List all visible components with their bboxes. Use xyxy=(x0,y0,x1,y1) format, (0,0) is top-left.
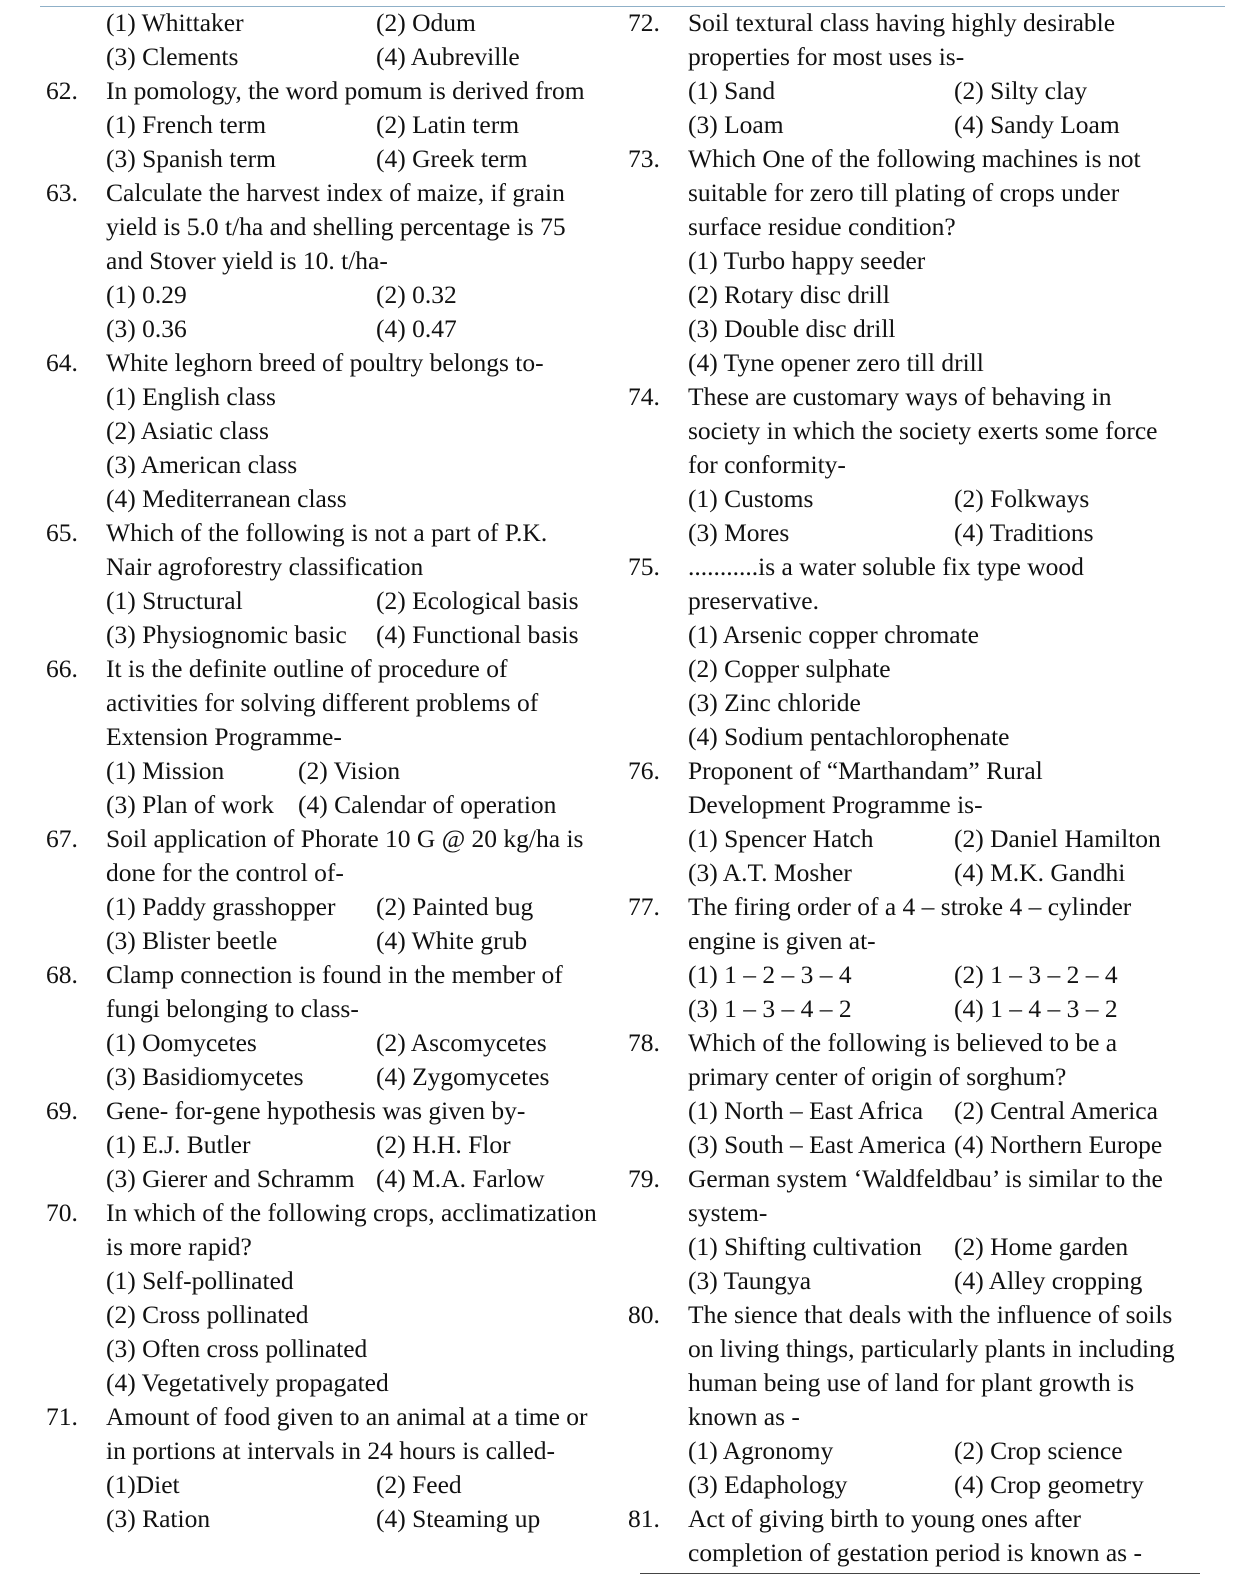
question-line xyxy=(46,1196,606,1230)
text-continuation: suitable for zero till plating of crops under xyxy=(688,178,1120,207)
option-row xyxy=(628,992,1188,1026)
question-text: These are customary ways of behaving in xyxy=(688,382,1112,411)
text-continuation: (4) Tyne opener zero till drill xyxy=(688,348,984,377)
text-line xyxy=(46,1332,606,1366)
option-a: (1) Sand xyxy=(688,76,776,105)
question-text: The firing order of a 4 – stroke 4 – cylinder xyxy=(688,892,1132,921)
question-line xyxy=(46,74,606,108)
option-b: (2) Folkways xyxy=(954,484,1090,513)
option-b: (4) M.A. Farlow xyxy=(376,1164,545,1193)
text-continuation: surface residue condition? xyxy=(688,212,956,241)
text-continuation: (2) Rotary disc drill xyxy=(688,280,890,309)
option-b: (4) Zygomycetes xyxy=(376,1062,550,1091)
text-continuation: (3) Often cross pollinated xyxy=(106,1334,368,1363)
option-b: (2) Ascomycetes xyxy=(376,1028,547,1057)
text-line xyxy=(628,414,1188,448)
option-b: (2) Central America xyxy=(954,1096,1158,1125)
question-number: 73. xyxy=(628,144,660,173)
question-number: 63. xyxy=(46,178,78,207)
text-continuation: and Stover yield is 10. t/ha- xyxy=(106,246,388,275)
option-row xyxy=(628,1264,1188,1298)
option-row xyxy=(46,754,606,788)
option-b: (2) Daniel Hamilton xyxy=(954,824,1161,853)
option-b: (2) Painted bug xyxy=(376,892,534,921)
question-line xyxy=(628,1502,1188,1536)
option-a: (3) Basidiomycetes xyxy=(106,1062,304,1091)
option-b: (2) Ecological basis xyxy=(376,586,579,615)
question-line xyxy=(628,550,1188,584)
text-line xyxy=(46,244,606,278)
option-row xyxy=(46,618,606,652)
option-b: (4) Greek term xyxy=(376,144,528,173)
text-line xyxy=(628,652,1188,686)
option-b: (2) Silty clay xyxy=(954,76,1088,105)
option-row xyxy=(46,924,606,958)
question-number: 74. xyxy=(628,382,660,411)
option-b: (2) Latin term xyxy=(376,110,520,139)
question-text: White leghorn breed of poultry belongs to- xyxy=(106,348,544,377)
text-line xyxy=(628,176,1188,210)
option-a: (1) Whittaker xyxy=(106,8,244,37)
left-column xyxy=(46,6,606,1536)
question-text: Gene- for-gene hypothesis was given by- xyxy=(106,1096,526,1125)
option-a: (1) 1 – 2 – 3 – 4 xyxy=(688,960,852,989)
question-number: 65. xyxy=(46,518,78,547)
question-text: German system ‘Waldfeldbau’ is similar to the xyxy=(688,1164,1163,1193)
text-line xyxy=(46,210,606,244)
text-line xyxy=(628,686,1188,720)
option-row xyxy=(46,1502,606,1536)
text-line xyxy=(628,244,1188,278)
option-row xyxy=(46,1128,606,1162)
text-line xyxy=(628,584,1188,618)
question-line xyxy=(628,1298,1188,1332)
text-continuation: (2) Asiatic class xyxy=(106,416,269,445)
text-line xyxy=(46,380,606,414)
question-text: Which One of the following machines is not xyxy=(688,144,1141,173)
option-row xyxy=(628,74,1188,108)
question-line xyxy=(46,176,606,210)
text-continuation: completion of gestation period is known as - xyxy=(688,1538,1142,1567)
question-line xyxy=(628,142,1188,176)
text-line xyxy=(628,1196,1188,1230)
option-a: (3) Physiognomic basic xyxy=(106,620,347,649)
text-continuation: (3) Zinc chloride xyxy=(688,688,861,717)
question-line xyxy=(628,754,1188,788)
text-continuation: (1) Self-pollinated xyxy=(106,1266,294,1295)
text-continuation: (2) Cross pollinated xyxy=(106,1300,309,1329)
question-number: 66. xyxy=(46,654,78,683)
option-b: (4) Sandy Loam xyxy=(954,110,1120,139)
question-text: Amount of food given to an animal at a time or xyxy=(106,1402,588,1431)
option-b: (4) 1 – 4 – 3 – 2 xyxy=(954,994,1118,1023)
option-a: (3) Loam xyxy=(688,110,784,139)
option-row xyxy=(46,142,606,176)
option-b: (2) Vision xyxy=(298,756,401,785)
option-row xyxy=(46,40,606,74)
text-continuation: system- xyxy=(688,1198,768,1227)
option-a: (1) Customs xyxy=(688,484,814,513)
option-row xyxy=(628,1094,1188,1128)
option-a: (1) E.J. Butler xyxy=(106,1130,251,1159)
option-row xyxy=(628,1230,1188,1264)
question-number: 81. xyxy=(628,1504,660,1533)
question-number: 72. xyxy=(628,8,660,37)
question-text: Which of the following is not a part of P.K. xyxy=(106,518,548,547)
option-a: (1) French term xyxy=(106,110,267,139)
text-continuation: yield is 5.0 t/ha and shelling percentage is 75 xyxy=(106,212,566,241)
option-row xyxy=(46,788,606,822)
text-line xyxy=(628,1366,1188,1400)
option-a: (3) South – East America xyxy=(688,1130,946,1159)
text-continuation: (1) Turbo happy seeder xyxy=(688,246,926,275)
text-continuation: on living things, particularly plants in including xyxy=(688,1334,1175,1363)
option-row xyxy=(46,584,606,618)
text-line xyxy=(46,1434,606,1468)
option-a: (1) Mission xyxy=(106,756,225,785)
text-continuation: preservative. xyxy=(688,586,819,615)
text-continuation: fungi belonging to class- xyxy=(106,994,359,1023)
option-a: (3) Gierer and Schramm xyxy=(106,1164,355,1193)
question-text: In pomology, the word pomum is derived from xyxy=(106,76,585,105)
option-a: (3) Clements xyxy=(106,42,239,71)
option-a: (3) 0.36 xyxy=(106,314,187,343)
question-text: Clamp connection is found in the member of xyxy=(106,960,563,989)
question-text: Soil textural class having highly desirable xyxy=(688,8,1116,37)
option-b: (2) 1 – 3 – 2 – 4 xyxy=(954,960,1118,989)
right-column xyxy=(628,6,1188,1570)
option-a: (3) Edaphology xyxy=(688,1470,848,1499)
option-row xyxy=(628,108,1188,142)
option-b: (4) Alley cropping xyxy=(954,1266,1143,1295)
question-line xyxy=(46,346,606,380)
option-b: (4) White grub xyxy=(376,926,528,955)
option-b: (2) 0.32 xyxy=(376,280,457,309)
option-row xyxy=(628,482,1188,516)
option-row xyxy=(46,1026,606,1060)
question-number: 69. xyxy=(46,1096,78,1125)
text-continuation: for conformity- xyxy=(688,450,846,479)
option-b: (4) Calendar of operation xyxy=(298,790,557,819)
text-continuation: (1) English class xyxy=(106,382,276,411)
text-continuation: society in which the society exerts some force xyxy=(688,416,1158,445)
text-line xyxy=(46,1366,606,1400)
question-line xyxy=(46,1400,606,1434)
text-line xyxy=(628,1536,1188,1570)
option-a: (1) Structural xyxy=(106,586,243,615)
question-line xyxy=(46,516,606,550)
question-text: Calculate the harvest index of maize, if grain xyxy=(106,178,565,207)
text-continuation: (4) Vegetatively propagated xyxy=(106,1368,389,1397)
option-b: (4) M.K. Gandhi xyxy=(954,858,1126,887)
question-line xyxy=(628,1162,1188,1196)
option-a: (1) Shifting cultivation xyxy=(688,1232,922,1261)
text-line xyxy=(628,40,1188,74)
text-continuation: is more rapid? xyxy=(106,1232,252,1261)
option-a: (3) Ration xyxy=(106,1504,211,1533)
text-line xyxy=(628,312,1188,346)
option-b: (2) Home garden xyxy=(954,1232,1129,1261)
option-b: (4) Crop geometry xyxy=(954,1470,1144,1499)
text-line xyxy=(628,1400,1188,1434)
text-continuation: (1) Arsenic copper chromate xyxy=(688,620,979,649)
option-row xyxy=(46,1162,606,1196)
text-line xyxy=(628,618,1188,652)
text-continuation: (3) Double disc drill xyxy=(688,314,896,343)
question-text: ...........is a water soluble fix type wood xyxy=(688,552,1084,581)
question-line xyxy=(46,958,606,992)
text-continuation: primary center of origin of sorghum? xyxy=(688,1062,1067,1091)
question-number: 76. xyxy=(628,756,660,785)
question-text: Soil application of Phorate 10 G @ 20 kg/ha is xyxy=(106,824,584,853)
bottom-rule xyxy=(640,1573,1200,1574)
option-b: (4) Traditions xyxy=(954,518,1094,547)
text-continuation: (4) Mediterranean class xyxy=(106,484,347,513)
text-line xyxy=(46,720,606,754)
option-a: (3) 1 – 3 – 4 – 2 xyxy=(688,994,852,1023)
option-a: (3) A.T. Mosher xyxy=(688,858,852,887)
text-line xyxy=(628,210,1188,244)
option-b: (4) 0.47 xyxy=(376,314,457,343)
question-number: 80. xyxy=(628,1300,660,1329)
question-line xyxy=(628,6,1188,40)
text-line xyxy=(628,448,1188,482)
text-line xyxy=(46,992,606,1026)
option-row xyxy=(46,312,606,346)
option-row xyxy=(46,1468,606,1502)
option-a: (1) North – East Africa xyxy=(688,1096,924,1125)
option-a: (3) Taungya xyxy=(688,1266,812,1295)
text-line xyxy=(628,720,1188,754)
text-continuation: (2) Copper sulphate xyxy=(688,654,891,683)
option-a: (1)Diet xyxy=(106,1470,180,1499)
text-line xyxy=(46,856,606,890)
option-a: (1) Agronomy xyxy=(688,1436,834,1465)
text-line xyxy=(46,1264,606,1298)
text-continuation: done for the control of- xyxy=(106,858,344,887)
question-number: 67. xyxy=(46,824,78,853)
question-number: 62. xyxy=(46,76,78,105)
text-continuation: properties for most uses is- xyxy=(688,42,965,71)
option-a: (3) Plan of work xyxy=(106,790,274,819)
question-text: The sience that deals with the influence of soils xyxy=(688,1300,1173,1329)
text-continuation: activities for solving different problems of xyxy=(106,688,539,717)
text-line xyxy=(628,924,1188,958)
question-text: Proponent of “Marthandam” Rural xyxy=(688,756,1043,785)
text-continuation: Nair agroforestry classification xyxy=(106,552,424,581)
text-continuation: known as - xyxy=(688,1402,800,1431)
option-b: (4) Aubreville xyxy=(376,42,520,71)
option-row xyxy=(46,1060,606,1094)
option-a: (3) Blister beetle xyxy=(106,926,278,955)
question-line xyxy=(46,652,606,686)
option-row xyxy=(46,890,606,924)
text-line xyxy=(46,550,606,584)
option-row xyxy=(628,1434,1188,1468)
text-continuation: engine is given at- xyxy=(688,926,876,955)
option-a: (1) 0.29 xyxy=(106,280,187,309)
question-line xyxy=(628,380,1188,414)
option-row xyxy=(628,856,1188,890)
text-line xyxy=(628,1332,1188,1366)
option-row xyxy=(628,516,1188,550)
option-b: (4) Northern Europe xyxy=(954,1130,1163,1159)
option-b: (4) Steaming up xyxy=(376,1504,541,1533)
option-b: (2) Feed xyxy=(376,1470,462,1499)
option-b: (4) Functional basis xyxy=(376,620,579,649)
text-line xyxy=(628,346,1188,380)
question-text: In which of the following crops, acclimatization xyxy=(106,1198,597,1227)
option-a: (1) Oomycetes xyxy=(106,1028,257,1057)
question-text: Act of giving birth to young ones after xyxy=(688,1504,1082,1533)
question-number: 70. xyxy=(46,1198,78,1227)
question-number: 77. xyxy=(628,892,660,921)
question-number: 71. xyxy=(46,1402,78,1431)
option-row xyxy=(628,822,1188,856)
question-line xyxy=(628,890,1188,924)
option-b: (2) H.H. Flor xyxy=(376,1130,511,1159)
text-line xyxy=(46,1230,606,1264)
text-continuation: Extension Programme- xyxy=(106,722,342,751)
option-row xyxy=(46,108,606,142)
question-line xyxy=(46,822,606,856)
text-continuation: in portions at intervals in 24 hours is called- xyxy=(106,1436,556,1465)
question-number: 75. xyxy=(628,552,660,581)
text-line xyxy=(628,278,1188,312)
text-line xyxy=(46,1298,606,1332)
text-continuation: human being use of land for plant growth is xyxy=(688,1368,1135,1397)
option-a: (1) Spencer Hatch xyxy=(688,824,874,853)
question-line xyxy=(628,1026,1188,1060)
text-line xyxy=(46,448,606,482)
text-line xyxy=(628,1060,1188,1094)
text-continuation: Development Programme is- xyxy=(688,790,983,819)
text-line xyxy=(46,414,606,448)
option-a: (1) Paddy grasshopper xyxy=(106,892,336,921)
question-number: 78. xyxy=(628,1028,660,1057)
question-number: 68. xyxy=(46,960,78,989)
option-row xyxy=(628,958,1188,992)
text-line xyxy=(46,686,606,720)
question-number: 64. xyxy=(46,348,78,377)
option-row xyxy=(46,278,606,312)
text-continuation: (4) Sodium pentachlorophenate xyxy=(688,722,1010,751)
question-text: Which of the following is believed to be a xyxy=(688,1028,1118,1057)
question-line xyxy=(46,1094,606,1128)
option-row xyxy=(46,6,606,40)
text-line xyxy=(46,482,606,516)
question-number: 79. xyxy=(628,1164,660,1193)
text-continuation: (3) American class xyxy=(106,450,298,479)
question-text: It is the definite outline of procedure of xyxy=(106,654,508,683)
option-row xyxy=(628,1468,1188,1502)
text-line xyxy=(628,788,1188,822)
option-b: (2) Crop science xyxy=(954,1436,1123,1465)
option-a: (3) Spanish term xyxy=(106,144,276,173)
option-a: (3) Mores xyxy=(688,518,790,547)
option-b: (2) Odum xyxy=(376,8,476,37)
option-row xyxy=(628,1128,1188,1162)
